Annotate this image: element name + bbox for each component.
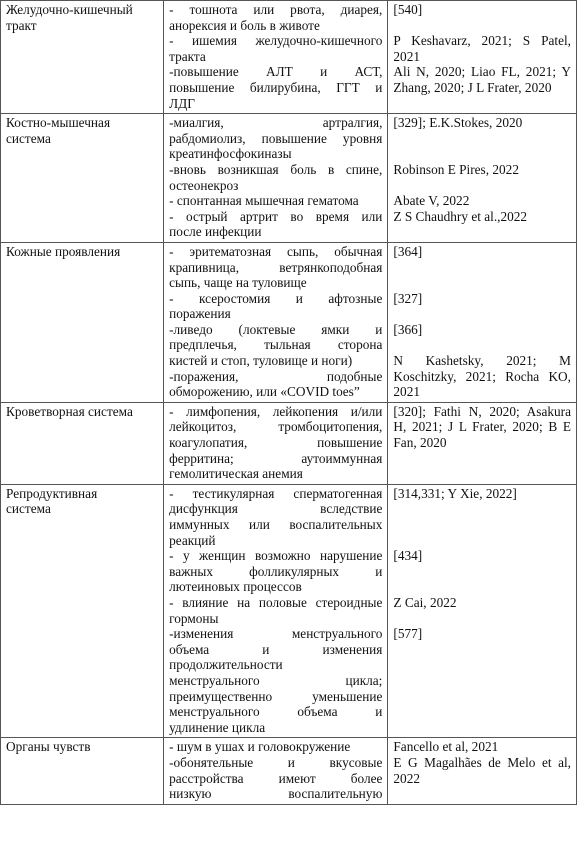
reference-item: [393, 404, 571, 451]
symptom-line: ферритина; аутоиммунная: [169, 450, 383, 466]
symptoms-cell: [164, 114, 388, 243]
symptoms-cell: [164, 1, 388, 114]
reference-item: [393, 244, 571, 260]
body-system-label: система: [6, 501, 51, 517]
reference-item: [393, 33, 571, 64]
symptom-item: [169, 486, 382, 548]
reference-line: Robinson E Pires, 2022: [393, 161, 519, 177]
reference-spacer: [393, 564, 571, 595]
symptom-line: реакций: [169, 532, 216, 548]
reference-spacer: [393, 337, 571, 353]
symptoms-cell: [164, 242, 388, 402]
body-system-label: Кожные проявления: [6, 243, 121, 259]
symptom-line: -миалгия, артралгия,: [169, 115, 383, 131]
symptom-line: продолжительности: [169, 657, 283, 673]
symptom-item: [169, 548, 382, 595]
symptom-line: - тестикулярная сперматогенная: [169, 485, 383, 501]
symptom-line: - ксеростомия и афтозные: [169, 290, 383, 306]
symptom-line: кистей и стоп, туловище и ноги): [169, 353, 353, 369]
reference-item: [393, 193, 571, 209]
reference-item: [393, 291, 571, 307]
symptom-line: - тошнота или рвота, диарея,: [169, 2, 383, 17]
symptom-line: - острый артрит во время или: [169, 208, 383, 224]
symptom-line: низкую воспалительную: [169, 786, 383, 802]
reference-spacer: [393, 501, 571, 548]
reference-spacer: [393, 306, 571, 322]
symptom-item: [169, 291, 382, 322]
symptom-item: [169, 755, 382, 802]
reference-spacer: [393, 260, 571, 291]
symptom-item: [169, 33, 382, 64]
references-cell: [388, 242, 577, 402]
reference-line: [540]: [393, 2, 423, 17]
table-row: [1, 1, 577, 114]
body-system-cell: [1, 114, 164, 243]
symptom-item: [169, 626, 382, 735]
references-cell: [388, 114, 577, 243]
reference-line: Zhang, 2020; J L Frater, 2020: [393, 79, 552, 95]
reference-item: [393, 322, 571, 338]
reference-line: [577]: [393, 626, 423, 642]
symptom-line: -обонятельные и вкусовые: [169, 754, 383, 770]
symptoms-cell: [164, 738, 388, 804]
symptoms-cell: [164, 484, 388, 738]
reference-item: [393, 115, 571, 131]
table-row: [1, 242, 577, 402]
symptom-item: [169, 595, 382, 626]
reference-line: Abate V, 2022: [393, 193, 470, 209]
symptom-line: иммунных или воспалительных: [169, 517, 383, 532]
symptom-line: - лимфопения, лейкопения и/или: [169, 403, 383, 419]
symptom-line: креатинфосфокиназы: [169, 146, 292, 162]
reference-line: 2021: [393, 384, 420, 400]
symptom-line: - эритематозная сыпь, обычная: [169, 243, 383, 259]
reference-item: [393, 353, 571, 400]
symptom-line: дисфункция вследствие: [169, 501, 383, 517]
reference-line: Fancello et al, 2021: [393, 739, 499, 755]
symptom-line: лютеиновых процессов: [169, 579, 302, 595]
symptom-line: гормоны: [169, 610, 219, 626]
reference-line: Z Cai, 2022: [393, 594, 457, 610]
symptom-line: -повышение АЛТ и АСТ,: [169, 64, 383, 80]
symptom-line: преимущественно уменьшение: [169, 688, 383, 704]
symptom-line: крапивница, ветрянкоподобная: [169, 259, 383, 275]
table-row: [1, 114, 577, 243]
symptom-line: рабдомиолиз, повышение уровня: [169, 130, 383, 146]
reference-line: [320]; Fathi N, 2020; Asakura: [393, 403, 571, 419]
symptom-line: менструального цикла;: [169, 672, 383, 688]
reference-line: Koschitzky, 2021; Rocha KO,: [393, 368, 571, 384]
reference-line: H, 2021; J L Frater, 2020; B E: [393, 419, 571, 435]
symptom-item: [169, 244, 382, 291]
reference-line: [434]: [393, 548, 423, 564]
table-row: [1, 484, 577, 738]
body-system-cell: [1, 402, 164, 484]
body-system-label: Репродуктивная: [6, 485, 98, 501]
reference-item: [393, 162, 571, 178]
symptom-line: ЛДГ: [169, 95, 195, 111]
references-cell: [388, 738, 577, 804]
reference-line: 2021: [393, 48, 420, 64]
body-system-cell: [1, 242, 164, 402]
symptom-item: [169, 209, 382, 240]
symptom-item: [169, 2, 382, 33]
symptom-line: важных фолликулярных и: [169, 563, 383, 579]
body-system-label: система: [6, 130, 51, 146]
symptom-item: [169, 404, 382, 482]
table-row: [1, 402, 577, 484]
reference-line: 2022: [393, 770, 420, 786]
reference-line: [364]: [393, 243, 423, 259]
symptom-line: -поражения, подобные: [169, 368, 383, 384]
table-row: [1, 738, 577, 804]
reference-spacer: [393, 178, 571, 194]
symptoms-cell: [164, 402, 388, 484]
reference-item: [393, 626, 571, 642]
reference-item: [393, 2, 571, 18]
symptom-line: объема и изменения: [169, 641, 383, 657]
reference-line: [327]: [393, 290, 423, 306]
reference-item: [393, 755, 571, 786]
symptom-line: повышение билирубина, ГГТ и: [169, 79, 383, 95]
symptom-line: менструального объема и: [169, 704, 383, 720]
reference-line: Ali N, 2020; Liao FL, 2021; Y: [393, 64, 571, 80]
symptom-line: -ливедо (локтевые ямки и: [169, 321, 383, 337]
body-system-label: Кроветворная система: [6, 403, 133, 419]
body-system-label: Желудочно-кишечный: [6, 2, 133, 17]
reference-item: [393, 486, 571, 502]
symptom-item: [169, 322, 382, 369]
symptom-line: поражения: [169, 306, 231, 322]
symptom-item: [169, 739, 382, 755]
reference-line: P Keshavarz, 2021; S Patel,: [393, 33, 571, 49]
symptom-item: [169, 193, 382, 209]
symptom-line: - шум в ушах и головокружение: [169, 739, 351, 755]
references-cell: [388, 1, 577, 114]
symptom-line: сыпь, чаще на туловище: [169, 275, 307, 291]
symptom-line: - ишемия желудочно-кишечного: [169, 33, 383, 49]
table-body: [1, 1, 577, 805]
symptom-line: лейкоцитоз, тромбоцитопения,: [169, 419, 383, 435]
body-system-cell: [1, 738, 164, 804]
symptom-line: остеонекроз: [169, 177, 239, 193]
reference-spacer: [393, 131, 571, 162]
symptom-line: коагулопатия, повышение: [169, 435, 383, 451]
symptom-line: -изменения менструального: [169, 626, 383, 642]
reference-item: [393, 595, 571, 611]
symptom-line: - у женщин возможно нарушение: [169, 548, 383, 564]
symptom-item: [169, 64, 382, 111]
body-system-label: Костно-мышечная: [6, 115, 111, 131]
symptom-line: -вновь возникшая боль в спине,: [169, 161, 383, 177]
reference-line: Fan, 2020: [393, 435, 447, 451]
references-cell: [388, 402, 577, 484]
reference-item: [393, 739, 571, 755]
symptom-line: гемолитическая анемия: [169, 466, 303, 482]
reference-spacer: [393, 18, 571, 34]
symptom-line: - спонтанная мышечная гематома: [169, 193, 359, 209]
reference-spacer: [393, 611, 571, 627]
reference-line: N Kashetsky, 2021; M: [393, 353, 571, 369]
symptom-line: после инфекции: [169, 224, 262, 240]
reference-item: [393, 209, 571, 225]
body-system-label: Органы чувств: [6, 739, 91, 755]
symptom-item: [169, 115, 382, 162]
symptom-line: расстройства имеют более: [169, 770, 383, 786]
symptom-item: [169, 162, 382, 193]
body-system-cell: [1, 1, 164, 114]
reference-line: [329]; E.K.Stokes, 2020: [393, 115, 523, 131]
body-system-label: тракт: [6, 17, 37, 33]
symptom-line: удлинение цикла: [169, 719, 266, 735]
reference-line: [314,331; Y Xie, 2022]: [393, 485, 517, 501]
reference-item: [393, 548, 571, 564]
reference-item: [393, 64, 571, 95]
symptom-line: анорексия и боль в животе: [169, 17, 320, 33]
reference-line: [366]: [393, 321, 423, 337]
symptom-item: [169, 369, 382, 400]
symptom-line: обморожению, или «COVID toes”: [169, 384, 360, 400]
reference-line: Z S Chaudhry et al.,2022: [393, 208, 528, 224]
symptom-line: тракта: [169, 48, 206, 64]
reference-line: E G Magalhães de Melo et al,: [393, 754, 571, 770]
body-system-cell: [1, 484, 164, 738]
references-cell: [388, 484, 577, 738]
symptom-line: предплечья, тыльная сторона: [169, 337, 383, 353]
symptom-line: - влияние на половые стероидные: [169, 594, 383, 610]
